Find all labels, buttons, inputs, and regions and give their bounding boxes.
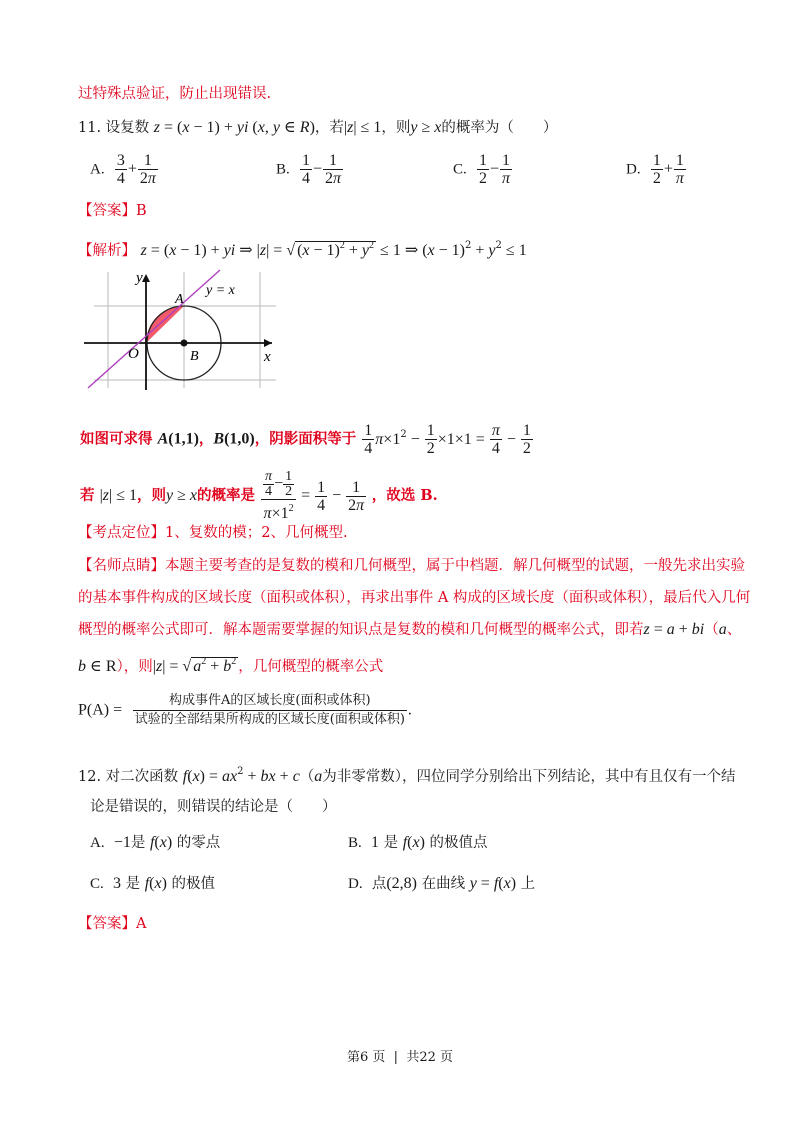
footer-page: 第6 页 bbox=[346, 1050, 386, 1065]
q11-mingshi-line-3: 概型的概率公式即可．解本题需要掌握的知识点是复数的模和几何概型的概率公式，即若z = a + bi（a、 bbox=[78, 621, 742, 638]
q12-answer: 【答案】A bbox=[78, 916, 147, 932]
q11-mingshi-line-1: 【名师点睛】本题主要考查的是复数的模和几何概型，属于中档题．解几何概型的试题，一般先求出实验 bbox=[78, 558, 745, 574]
intro-line: 过特殊点验证，防止出现错误. bbox=[78, 86, 272, 102]
label-B: B bbox=[190, 349, 199, 364]
y-axis-arrow bbox=[142, 274, 150, 282]
label-y: y bbox=[136, 270, 143, 286]
answer-value: B bbox=[136, 203, 147, 219]
q11-analysis: 【解析】 z = (x − 1) + yi ⇒ |z| = √ $(x - 1)^2 + y^2 \le 1$ ⇒ $(x - 1)^2 + y^2 \le 1$ bbox=[78, 240, 527, 259]
q11-graph bbox=[80, 268, 280, 392]
q12-option-d: D. 点(2,8) 在曲线 y = f(x) 上 bbox=[348, 875, 536, 892]
q12-stem-line-2: 论是错误的，则错误的结论是（ ） bbox=[90, 799, 337, 815]
answer-tag: 【答案】 bbox=[78, 203, 136, 219]
q12-option-a: A. −1是 f(x) 的零点 bbox=[90, 834, 221, 851]
q11-option-a: A. $\frac{3}{4}$ + $\frac{1}{2\pi}$ bbox=[90, 152, 156, 187]
prob-numerator: 构成事件A的区域长度(面积或体积) bbox=[133, 692, 407, 711]
q11-mingshi-line-2: 的基本事件构成的区域长度（面积或体积），再求出事件 A 构成的区域长度（面积或体积），最后代入几何 bbox=[78, 590, 751, 606]
graph-grid bbox=[94, 272, 276, 388]
analysis-tag: 【解析】 bbox=[78, 243, 136, 259]
kaodian-text: 1、复数的模；2、几何概型. bbox=[165, 525, 348, 541]
q11-z-expr: z bbox=[153, 119, 161, 136]
footer-sep: | bbox=[393, 1050, 399, 1065]
q11-option-c: C. $\frac{1}{2}$ − $\frac{1}{\pi}$ bbox=[453, 152, 511, 187]
q12-option-c: C. 3 是 f(x) 的极值 bbox=[90, 875, 216, 892]
q11-stem-cond: ，若 bbox=[314, 120, 344, 136]
point-B bbox=[181, 340, 188, 347]
q11-kaodian bbox=[78, 523, 348, 543]
kaodian-tag: 【考点定位】 bbox=[78, 525, 165, 541]
q12-stem-line-1: 12. 对二次函数 $f(x) = ax^2$ + bx + c（a为非零常数），四位同学分别给出下列结论，其中有且仅有一个结 bbox=[78, 766, 736, 785]
label-x: x bbox=[264, 349, 271, 365]
label-A: A bbox=[175, 292, 184, 307]
footer-total: 共22 页 bbox=[406, 1050, 453, 1065]
q11-option-b: B. $\frac{1}{4}$ − $\frac{1}{2\pi}$ bbox=[276, 152, 342, 187]
q12-option-b: B. 1 是 f(x) 的极值点 bbox=[348, 834, 488, 851]
q11-probability-formula: P(A) = $\frac{\text{构成事件A的区域长度(面积或体积)}}{\text{试验的全部结果所构成的区域长度(面积或体积)}}$ . bbox=[78, 693, 412, 727]
mingshi-tag: 【名师点睛】 bbox=[78, 558, 165, 574]
q11-figure-text-2: 若 |z| ≤ 1，则y ≥ x的概率是 $\frac{\pi}{4}$ − $\frac{1}{2}$ $\pi\times 1^2$ = $\frac{1}{4}$ − $\frac{1}{2\pi}$ ，故选 B. bbox=[80, 469, 438, 522]
q11-stem: 11. 设复数 z = (x − 1) + yi (x, y ∈ R)，若|z| ≤ 1，则y ≥ x的概率为（ ） bbox=[78, 119, 558, 136]
q11-option-d: D. $\frac{1}{2}$ + $\frac{1}{\pi}$ bbox=[626, 152, 684, 187]
prob-denominator: 试验的全部结果所构成的区域长度(面积或体积) bbox=[134, 712, 405, 727]
page-footer bbox=[0, 1046, 800, 1065]
x-axis-arrow bbox=[264, 339, 272, 347]
label-O: O bbox=[128, 346, 139, 362]
q11-figure-text-1: 如图可求得 A(1,1)，B(1,0)，阴影面积等于 $\frac{1}{4}$ $\pi\times 1^2$ − $\frac{1}{2}$ ×1×1 = $\frac{\pi}{4}$ − $\frac{1}{2}$ bbox=[80, 422, 531, 457]
label-line: y = x bbox=[206, 283, 235, 298]
q11-answer bbox=[78, 201, 147, 221]
q11-mingshi-line-4: b ∈ R），则|z| = √ $a^2 + b^2$ ，几何概型的概率公式 bbox=[78, 656, 384, 675]
q11-stem-end: 的概率为（ ） bbox=[441, 120, 558, 136]
q11-stem-then: ，则 bbox=[381, 120, 411, 136]
q11-stem-text: 设复数 bbox=[105, 120, 150, 136]
q11-number: 11. bbox=[78, 120, 106, 136]
